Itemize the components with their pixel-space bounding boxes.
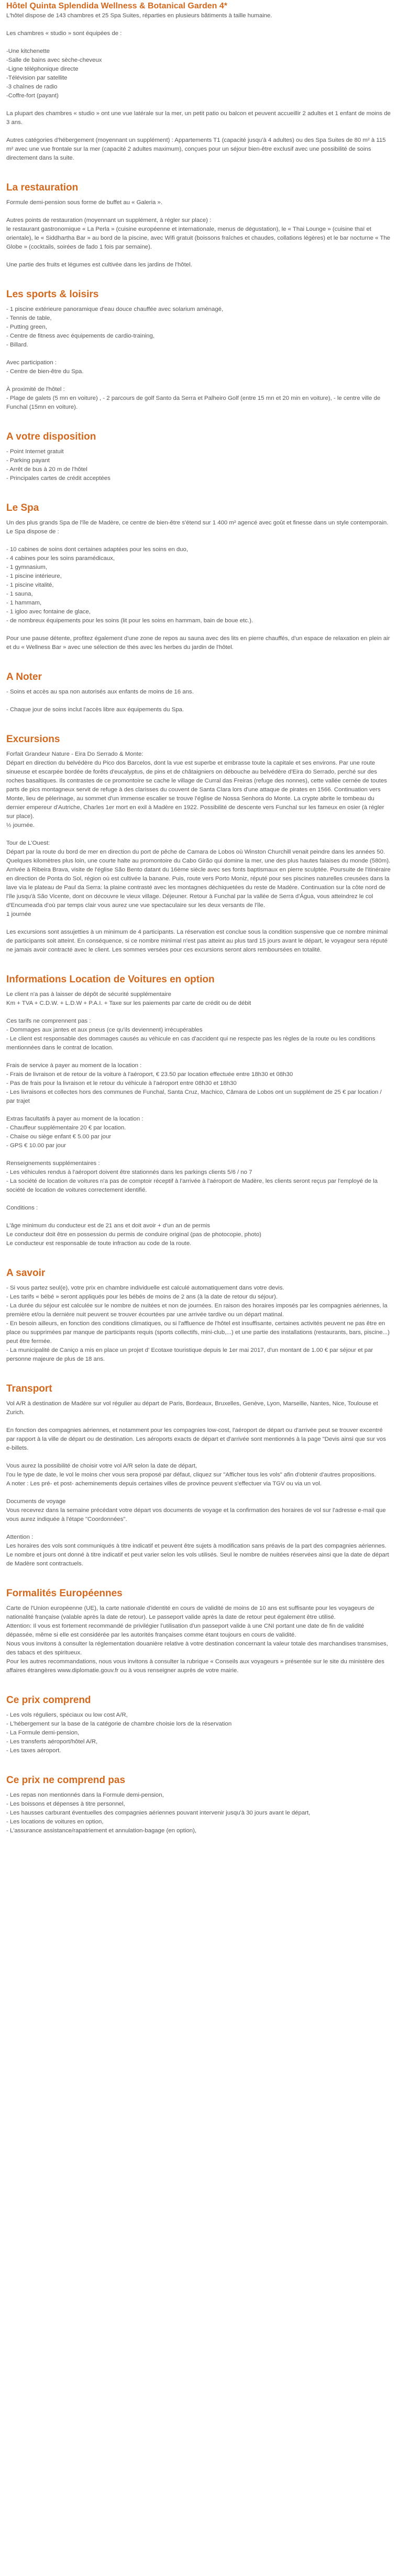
sports-list [6, 305, 391, 350]
paragraph: Pour les autres recommandations, nous vous invitons à consulter la rubrique « Conseils aux voyageurs » présentée sur le site du ministère des affaires étrangères www.diplomatie.gouv.fr ou à vous renseigner auprès de votre mairie. [6, 1659, 384, 1674]
section-heading-formalities: Formalités Européennes [6, 1588, 123, 1599]
list-item: - Point Internet gratuit [6, 449, 64, 455]
section-heading-know: A savoir [6, 1268, 46, 1279]
paragraph: - En besoin ailleurs, en fonction des conditions climatiques, ou si l'affluence de l'hôtel est insuffisante, certaines activités peuvent ne pas être en place ou supprimées par manque de participants requis (sports collectifs, mini-club,...) et une partie des installations (restaurants, bars, piscine...) peut être fermée. [6, 1320, 390, 1345]
section-heading-note: A Noter [6, 671, 42, 682]
paragraph: Formule demi-pension sous forme de buffet au « Galeria ». [6, 199, 163, 206]
list-item: - Principales cartes de crédit acceptées [6, 475, 111, 481]
list-item: - Centre de fitness avec équipements de cardio-training, [6, 333, 155, 339]
list-item: - de nombreux équipements pour les soins (lit pour les soins en hammam, bain de boue etc.). [6, 618, 253, 624]
section-heading-included: Ce prix comprend [6, 1695, 91, 1706]
paragraph: En fonction des compagnies aériennes, et notamment pour les compagnies low-cost, l'aéroport de départ ou d'arrivée peut se trouver excentré par rapport à la ville de départ ou de destination. Les aéroports exacts de départ et d'arrivée sont mentionnés à la page "Devis ainsi que sur vos e-billets. [6, 1427, 386, 1451]
list-item: - Les boissons et dépenses à titre personnel, [6, 1801, 125, 1807]
paragraph: - Plage de galets (5 mn en voiture) , - 2 parcours de golf Santo da Serra et Palheiro Golf (entre 15 mn et 20 min en voiture), - le centre ville de Funchal (15mn en voiture). [6, 395, 381, 410]
paragraph: Départ en direction du belvédère du Pico dos Barcelos, dont la vue est superbe et embrasse toute la capitale et ses environs. Par une route sinueuse et escarpée bordée de forêts d'eucalyptus, de pins et de châtaigniers on débouche au belvédère d'Eira do Serrado, perché sur des roches basaltiques. Ils contrastes de ce promontoire se cache le village de Curral das Freiras (refuge des nonnes), cette vallée cernée de toutes parts de pics montagneux servit de refuge à des clarisses du couvent de Santa Clara lors d'une attaque de pirates en 1566. Continuation vers Monte, lieu de pèlerinage, au sommet d'un immense escalier se trouve l'église de Nossa Senhora do Monte. La crypte abrite le tombeau du dernier empereur d'Autriche, Charles 1er mort en exil à Madère en 1922. Possibilité de descente vers Funchal sur les fameux en osier (à régler sur place). [6, 760, 387, 820]
list-item: - L'assurance assistance/rapatriement et annulation-bagage (en option), [6, 1828, 197, 1834]
included-list [6, 1711, 391, 1755]
paragraph: - Le client est responsable des dommages causés au véhicule en cas d'accident qui ne respecte pas les règles de la route ou les conditions mentionnées dans le contrat de location. [6, 1036, 376, 1051]
paragraph: - Si vous partez seul(e), votre prix en chambre individuelle est calculé automatiquement dans votre devis. [6, 1285, 284, 1291]
paragraph: Un des plus grands Spa de l'île de Madère, ce centre de bien-être s'étend sur 1 400 m² agencé avec goût et finesse dans un style contemporain. Le Spa dispose de : [6, 520, 389, 535]
paragraph: À proximité de l'hôtel : [6, 386, 65, 393]
paragraph: Attention: Il vous est fortement recommandé de privilégier l'utilisation d'un passeport valide à une CNI portant une date de fin de validité dépassée, même si elle est considérée par les autorités françaises comme étant toujours en cours de validité. [6, 1623, 365, 1638]
paragraph: - Les livraisons et collectes hors des communes de Funchal, Santa Cruz, Machico, Câmara de Lobos ont un supplément de 25 € par location / par trajet [6, 1089, 382, 1104]
paid-list [6, 367, 391, 376]
list-item: - 1 hammam, [6, 600, 42, 606]
paragraph: ½ journée. [6, 822, 35, 828]
list-item: -Ligne téléphonique directe [6, 66, 79, 72]
list-item: -Télévision par satellite [6, 75, 68, 81]
paragraph: Tour de L'Ouest: [6, 840, 50, 846]
list-item: - 4 cabines pour les soins paramédicaux, [6, 555, 115, 562]
list-item: -Salle de bains avec sèche-cheveux [6, 57, 102, 63]
list-item: - 1 piscine intérieure, [6, 573, 62, 579]
list-item: - 1 piscine vitalité, [6, 582, 54, 588]
section-heading-car: Informations Location de Voitures en option [6, 974, 215, 985]
paragraph: Carte de l'Union européenne (UE), la carte nationale d'identité en cours de validité de moins de 10 ans est suffisante pour les voyageurs de nationalité française (valable après la date de retour). Le passeport valide après la date de retour peut également être utilisé. [6, 1605, 374, 1620]
paragraph: - La municipalité de Caniço a mis en place un projet d' Ecotaxe touristique depuis le 1er mai 2017, d'un montant de 1.00 € par séjour et par personne majeure de plus de 18 ans. [6, 1347, 373, 1362]
list-item: - Les vols réguliers, spéciaux ou low cost A/R, [6, 1712, 128, 1718]
list-item: - La Formule demi-pension, [6, 1730, 80, 1736]
paragraph: Nous vous invitons à consulter la réglementation douanière relative à votre destination concernant la valeur totale des marchandises transmises, des tabacs et des spiritueux. [6, 1641, 388, 1656]
paragraph: Une partie des fruits et légumes est cultivée dans les jardins de l'hôtel. [6, 262, 192, 268]
list-item: - Tennis de table, [6, 315, 52, 321]
paragraph: L'âge minimum du conducteur est de 21 ans et doit avoir + d'un an de permis [6, 1223, 211, 1229]
paragraph: - Chaise ou siège enfant € 5.00 par jour [6, 1134, 112, 1140]
paragraph: - Les tarifs « bébé » seront appliqués pour les bébés de moins de 2 ans (à la date de retour du séjour). [6, 1294, 278, 1300]
paragraph: Vous aurez la possibilité de choisir votre vol A/R selon la date de départ, [6, 1463, 197, 1469]
paragraph: - La durée du séjour est calculée sur le nombre de nuitées et non de journées. En raison des horaires imposés par les compagnies aériennes, la première et/ou la dernière nuit peuvent se trouver écourtées par une arrivée tardive ou un départ matinal. [6, 1303, 388, 1318]
paragraph: l'ou le type de date, le vol le moins cher vous sera proposé par défaut, cliquez sur "Afficher tous les vols" afin d'obtenir d'autres propositions. [6, 1472, 376, 1478]
list-item: - 1 sauna, [6, 591, 33, 597]
paragraph: - Les véhicules rendus à l'aéroport doivent être stationnés dans les parkings clients 5/6 / no 7 [6, 1169, 252, 1175]
excluded-list [6, 1791, 391, 1835]
paragraph: Les excursions sont assujetties à un minimum de 4 participants. La réservation est conclue sous la condition suspensive que ce nombre minimal de participants soit atteint. En conséquence, si ce nombre minimal n'est pas atteint au plus tard 15 jours avant le départ, le voyageur sera réputé ne jamais avoir contracté avec le client. Les sommes versées pour ces excursions seront alors remboursées en totalité. [6, 929, 388, 953]
section-heading-excursions: Excursions [6, 734, 60, 745]
list-item: - Les repas non mentionnés dans la Formule demi-pension, [6, 1792, 164, 1798]
hotel-intro: L'hôtel dispose de 143 chambres et 25 Spa Suites, réparties en plusieurs bâtiments à taille humaine. [6, 13, 272, 19]
list-item: - L'hébergement sur la base de la catégorie de chambre choisie lors de la réservation [6, 1721, 232, 1727]
paragraph: Autres points de restauration (moyennant un supplément, à régler sur place) : [6, 217, 212, 223]
section-heading-catering: La restauration [6, 182, 79, 193]
paragraph: Les horaires des vols sont communiqués à titre indicatif et peuvent être sujets à modification sans préavis de la part des compagnies aériennes. Le nombre et jours ont donné à titre indicatif et peut varier selon les vols utilisés. Seul le nombre de nuitées réservées ainsi que la date de départ de Madère sont contractuels. [6, 1543, 389, 1567]
rooms-list [6, 47, 391, 100]
list-item: - 1 gymnasium, [6, 564, 47, 570]
paragraph: Extras facultatifs à payer au moment de la location : [6, 1116, 144, 1122]
paragraph: 1 journée [6, 911, 31, 917]
list-item: - Putting green, [6, 324, 47, 330]
list-item: - 1 igloo avec fontaine de glace, [6, 609, 91, 615]
paragraph: - Chauffeur supplémentaire 20 € par location. [6, 1125, 126, 1131]
section-heading-notes: A votre disposition [6, 431, 96, 442]
paragraph: Vol A/R à destination de Madère sur vol régulier au départ de Paris, Bordeaux, Bruxelles, Genève, Lyon, Marseille, Nantes, Nice, Toulouse et Zurich. [6, 1401, 378, 1416]
list-item: - Les taxes aéroport. [6, 1748, 61, 1754]
paragraph: le restaurant gastronomique « La Perla » (cuisine européenne et internationale, menus de dégustation), le « Thai Lounge » (cuisine thaï et orientale), le « Siddhartha Bar » au bord de la piscine, avec Wifi gratuit (boissons fraîches et chaudes, collations légères) et le bar nocturne « The Globe » (cocktails, soirées de fado 1 fois par semaine). [6, 226, 390, 250]
list-item: -Coffre-fort (payant) [6, 93, 59, 99]
paragraph: Frais de service à payer au moment de la location : [6, 1062, 142, 1069]
paragraph: - Frais de livraison et de retour de la voiture à l'aéroport, € 23.50 par location effectuée entre 18h30 et 08h30 [6, 1071, 293, 1078]
list-item: - 1 piscine extérieure panoramique d'eau douce chauffée avec solarium aménagé, [6, 306, 224, 312]
paragraph: Conditions : [6, 1205, 38, 1211]
paragraph: Attention : [6, 1534, 34, 1540]
rooms-intro: Les chambres « studio » sont équipées de : [6, 30, 122, 37]
paragraph: Renseignements supplémentaires : [6, 1160, 100, 1167]
section-heading-spa: Le Spa [6, 502, 39, 513]
hotel-title: Hôtel Quinta Splendida Wellness & Botanical Garden 4* [6, 2, 228, 10]
paragraph: - Dommages aux jantes et aux pneus (ce qu'ils deviennent) irrécupérables [6, 1027, 203, 1033]
paragraph: Km + TVA + C.D.W. + L.D.W + P.A.I. + Taxe sur les paiements par carte de crédit ou de débit [6, 1000, 251, 1006]
rooms-paragraph: La plupart des chambres « studio » ont une vue latérale sur la mer, un petit patio ou balcon et peuvent accueillir 2 adultes et 1 enfant de moins de 3 ans. [6, 110, 391, 126]
section-heading-excluded: Ce prix ne comprend pas [6, 1775, 126, 1786]
list-item: - Les hausses carburant éventuelles des compagnies aériennes pouvant intervenir jusqu'à 30 jours avant le départ, [6, 1810, 311, 1816]
paragraph: Départ par la route du bord de mer en direction du port de pêche de Camara de Lobos où Winston Churchill venait peindre dans les années 50. Quelques kilomètres plus loin, une courte halte au promontoire du Cabo Girão qui domine la mer, une des plus hautes falaises du monde (580m). Arrivée à Ribeira Brava, visite de l'église São Bento datant du 16ème siècle avec ses fonts baptismaux en pierre sculptée. Poursuite de l'itinéraire en direction de Ponta do Sol, région où est cultivée la banane. Puis, route vers Porto Moniz, réputé pour ses piscines naturelles creusées dans la lave via le plateau de Paul da Serra: la plaine contrasté avec les montagnes déchiquetées du reste de Madère. Continuation sur la côte nord de l'île jusqu'à São Vicente, dont on découvre le vieux village. Déjeuner. Retour à Funchal par la vallée de Serra d'Água, vous atteindrez le col d'Encumeada d'où par temps clair vous aurez une vue spectaculaire sur les deux versants de l'île. [6, 849, 391, 909]
list-item: - Billard. [6, 342, 28, 348]
paragraph: Ces tarifs ne comprennent pas : [6, 1018, 91, 1024]
paragraph: Pour une pause détente, profitez également d'une zone de repos au sauna avec des lits en pierre chauffés, d'un espace de relaxation en plein air et du « Wellness Bar » avec une sélection de thés avec les herbes du jardin de l'hôtel. [6, 635, 390, 651]
paragraph: - Pas de frais pour la livraison et le retour du véhicule à l'aéroport entre 08h30 et 18h30 [6, 1080, 237, 1087]
paragraph: - Soins et accès au spa non autorisés aux enfants de moins de 16 ans. [6, 689, 194, 695]
list-item: -3 chaînes de radio [6, 84, 58, 90]
paragraph: - Chaque jour de soins inclut l'accès libre aux équipements du Spa. [6, 707, 184, 713]
paragraph: A noter : Les pré- et post- acheminements depuis certaines villes de province peuvent s'effectuer via TGV ou via un vol. [6, 1481, 322, 1487]
rooms-paragraph: Autres catégories d'hébergement (moyennant un supplément) : Appartements T1 (capacité jusqu'à 4 adultes) ou des Spa Suites de 80 m² à 115 m² avec une vue frontale sur la mer (capacité 2 adultes maximum), conçues pour un séjour bien-être exclusif avec une possibilité de soins directement dans la suite. [6, 137, 386, 161]
paragraph: Le client n'a pas à laisser de dépôt de sécurité supplémentaire [6, 991, 171, 998]
section-heading-transport: Transport [6, 1383, 52, 1394]
paragraph: - GPS € 10.00 par jour [6, 1143, 66, 1149]
list-item: - Parking payant [6, 457, 50, 464]
section-heading-sports: Les sports & loisirs [6, 289, 99, 300]
list-item: - Centre de bien-être du Spa. [6, 368, 84, 375]
paragraph: Avec participation : [6, 360, 57, 366]
paragraph: Documents de voyage [6, 1498, 66, 1505]
list-item: - 10 cabines de soins dont certaines adaptées pour les soins en duo, [6, 546, 189, 553]
paragraph: - La société de location de voitures n'a pas de comptoir réceptif à l'arrivée à l'aéroport de Madère, les clients seront reçus par l'employé de la société de location de voitures correctement identifié. [6, 1178, 378, 1193]
paragraph: Vous recevrez dans la semaine précédant votre départ vos documents de voyage et la confirmation des horaires de vol sur l'adresse e-mail que vous aurez indiquée à l'étape "Coordonnées". [6, 1507, 386, 1522]
notes-list [6, 447, 391, 483]
paragraph: Le conducteur doit être en possession du permis de conduire original (pas de photocopie, photo) [6, 1231, 261, 1238]
spa-list [6, 545, 391, 625]
list-item: - Les transferts aéroport/hôtel A/R, [6, 1739, 98, 1745]
list-item: - Arrêt de bus à 20 m de l'hôtel [6, 466, 87, 473]
paragraph: Le conducteur est responsable de toute infraction au code de la route. [6, 1240, 192, 1247]
list-item: - Les locations de voitures en option, [6, 1819, 104, 1825]
list-item: -Une kitchenette [6, 48, 50, 54]
paragraph: Forfait Grandeur Nature - Eira Do Serrado & Monte: [6, 751, 144, 757]
